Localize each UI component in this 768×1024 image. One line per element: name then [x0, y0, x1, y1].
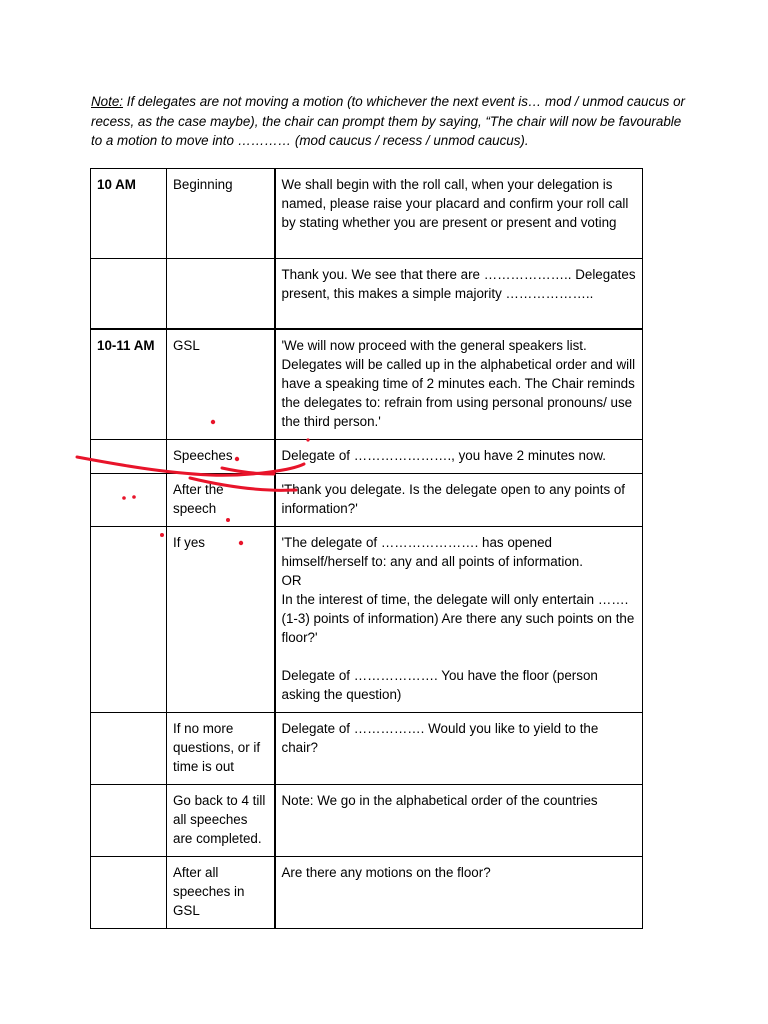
- event-cell: Go back to 4 till all speeches are completed.: [167, 784, 275, 856]
- table-row: [91, 712, 643, 784]
- time-cell: [91, 784, 167, 856]
- time-cell: [91, 439, 167, 473]
- time-cell: 10 AM: [91, 169, 167, 259]
- time-cell: 10-11 AM: [91, 329, 167, 440]
- table-row: [91, 259, 643, 329]
- event-cell: [167, 259, 275, 329]
- table-row: [91, 856, 643, 928]
- script-cell: Delegate of ……………. Would you like to yield to the chair?: [275, 712, 643, 784]
- script-cell: Delegate of …………………., you have 2 minutes now.: [275, 439, 643, 473]
- event-cell: GSL: [167, 329, 275, 440]
- script-cell: We shall begin with the roll call, when your delegation is named, please raise your placard and confirm your roll call by stating whether you are present or present and voting: [275, 169, 643, 259]
- event-cell: If yes: [167, 526, 275, 712]
- table-row: [91, 526, 643, 712]
- event-cell: Beginning: [167, 169, 275, 259]
- script-cell: 'Thank you delegate. Is the delegate open to any points of information?': [275, 473, 643, 526]
- script-cell: Note: We go in the alphabetical order of the countries: [275, 784, 643, 856]
- event-cell: If no more questions, or if time is out: [167, 712, 275, 784]
- script-cell: Thank you. We see that there are ……………….. Delegates present, this makes a simple majority ………………..: [275, 259, 643, 329]
- script-cell: 'The delegate of …………………. has opened himself/herself to: any and all points of information. OR In the interest of time, the delegate will only entertain …….(1-3) points of information) Are there any such points on the floor?' Delegate of ………………. You have the floor (person asking the question): [275, 526, 643, 712]
- script-cell: 'We will now proceed with the general speakers list. Delegates will be called up in the alphabetical order and will have a speaking time of 2 minutes each. The Chair reminds the delegates to: refrain from using personal pronouns/ use the third person.': [275, 329, 643, 440]
- event-cell: After all speeches in GSL: [167, 856, 275, 928]
- note-paragraph: [91, 92, 691, 151]
- table-row: [91, 439, 643, 473]
- event-cell: Speeches: [167, 439, 275, 473]
- chair-script-table: [90, 168, 643, 929]
- note-text: If delegates are not moving a motion (to whichever the next event is… mod / unmod caucus or recess, as the case maybe), the chair can prompt them by saying, “The chair will now be favourable to a motion to move into ………… (mod caucus / recess / unmod caucus).: [91, 94, 685, 148]
- event-cell: After the speech: [167, 473, 275, 526]
- time-cell: [91, 473, 167, 526]
- time-cell: [91, 856, 167, 928]
- table-row: [91, 329, 643, 440]
- time-cell: [91, 259, 167, 329]
- table-row: [91, 169, 643, 259]
- time-cell: [91, 712, 167, 784]
- table-row: [91, 784, 643, 856]
- note-label: Note:: [91, 94, 124, 109]
- script-cell: Are there any motions on the floor?: [275, 856, 643, 928]
- table-row: [91, 473, 643, 526]
- time-cell: [91, 526, 167, 712]
